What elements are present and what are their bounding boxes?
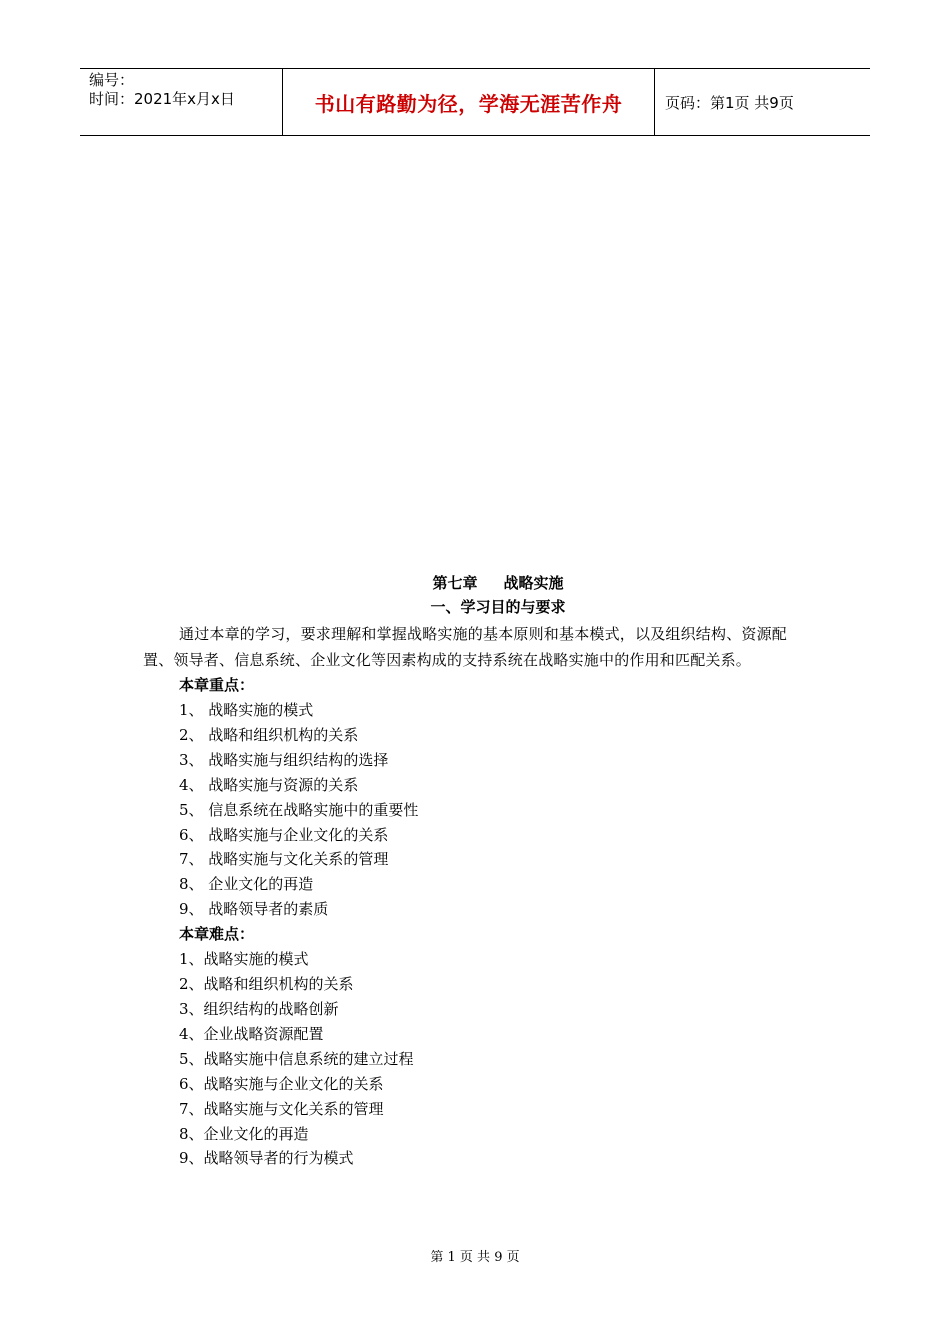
list-item: 4、企业战略资源配置 [179,1024,324,1043]
header-motto-cell [282,69,655,135]
time-label: 时间：2021年x月x日 [89,90,235,108]
list-item: 6、战略实施与企业文化的关系 [179,1074,384,1093]
list-item: 3、组织结构的战略创新 [179,999,339,1018]
list-item: 5、战略实施中信息系统的建立过程 [179,1049,414,1068]
page-header [80,68,870,136]
document-body [143,571,813,1171]
list-item: 8、企业文化的再造 [179,1124,309,1143]
header-page-cell [655,69,870,135]
list-item: 2、战略和组织机构的关系 [179,975,354,994]
chapter-name: 战略实施 [503,574,564,592]
key-points-list [143,698,813,922]
intro-paragraph: 通过本章的学习，要求理解和掌握战略实施的基本原则和基本模式，以及组织结构、资源配置、领导者、信息系统、企业文化等因素构成的支持系统在战略实施中的作用和匹配关系。 [143,625,788,669]
difficult-points-list [143,947,813,1171]
section-title: 一、学习目的与要求 [430,598,566,616]
list-item: 3、 战略实施与组织结构的选择 [179,750,389,769]
list-item: 7、 战略实施与文化关系的管理 [179,850,389,869]
header-left-cell [80,69,282,135]
list-item: 9、战略领导者的行为模式 [179,1149,354,1168]
list-item: 1、 战略实施的模式 [179,701,314,719]
list-item: 8、 企业文化的再造 [179,875,314,894]
list-item: 9、 战略领导者的素质 [179,900,329,919]
number-label: 编号： [89,71,135,89]
chapter-title [183,571,813,595]
motto: 书山有路勤为径，学海无涯苦作舟 [314,91,623,116]
list-item: 6、 战略实施与企业文化的关系 [179,825,389,844]
list-item: 7、战略实施与文化关系的管理 [179,1099,384,1118]
list-item: 5、 信息系统在战略实施中的重要性 [179,800,419,819]
key-points-label: 本章重点： [179,676,255,694]
page-footer: 第 1 页 共 9 页 [430,1250,520,1265]
page-label: 页码：第1页 共9页 [665,93,794,112]
list-item: 1、战略实施的模式 [179,950,309,969]
list-item: 2、 战略和组织机构的关系 [179,725,359,744]
chapter-number: 第七章 [432,574,478,592]
difficult-points-label: 本章难点： [179,925,255,944]
list-item: 4、 战略实施与资源的关系 [179,775,359,794]
